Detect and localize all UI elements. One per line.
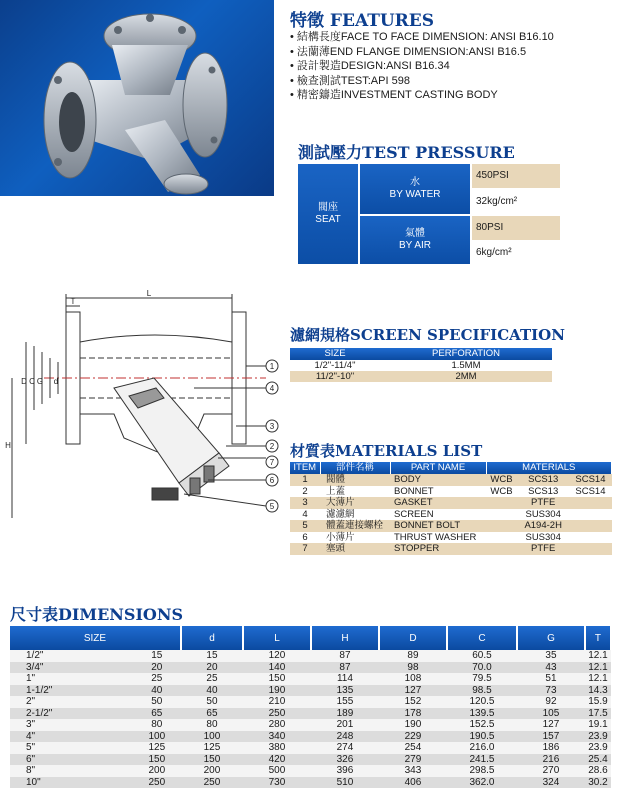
table-cell: 80 [133,719,181,731]
table-row [10,765,611,777]
table-cell: 28.6 [585,765,611,777]
table-cell: 380 [243,742,311,754]
table-cell: 87 [311,650,379,662]
screen-spec-title: 濾網規格SCREEN SPECIFICATION [290,326,565,344]
table-cell: 60.5 [447,650,517,662]
table-row [10,719,611,731]
table-row [10,650,611,662]
table-cell: 190.5 [447,731,517,743]
table-cell: 92 [517,696,585,708]
dim-C-label: C [29,377,35,386]
table-cell: 23.9 [585,731,611,743]
table-cell: 98.5 [447,685,517,697]
table-cell: 12.1 [585,662,611,674]
dim-D-label: D [21,377,27,386]
table-cell: PTFE [517,543,569,555]
table-cell [569,520,611,532]
table-cell [486,543,517,555]
table-cell: 3/4" [10,662,133,674]
test-pressure-table [298,164,560,264]
dim-G-label: G [36,377,44,386]
water-en: BY WATER [389,189,441,200]
table-cell: SCS14 [575,485,606,497]
table-cell: 396 [311,765,379,777]
table-cell: 150 [243,673,311,685]
table-row [10,685,611,697]
table-row [10,742,611,754]
dimensions-title: 尺寸表DIMENSIONS [10,605,184,624]
feature-item: • 結構長度FACE TO FACE DIMENSION: ANSI B16.10 [290,30,554,45]
table-cell: 17.5 [585,708,611,720]
seat-en: SEAT [315,214,341,225]
column-header: T [585,626,611,650]
table-cell: 216.0 [447,742,517,754]
table-cell: 100 [181,731,243,743]
table-cell: 279 [379,754,447,766]
column-header: G [517,626,585,650]
table-cell: 200 [133,765,181,777]
table-cell: 730 [243,777,311,789]
table-cell: 15 [181,650,243,662]
feature-item: • 精密鑄造INVESTMENT CASTING BODY [290,88,554,103]
table-cell: 5 [290,520,320,532]
table-cell: 2" [10,696,133,708]
table-cell: THRUST WASHER [394,531,477,543]
table-cell: WCB [486,474,517,486]
table-cell: 105 [517,708,585,720]
table-cell: 420 [243,754,311,766]
table-cell: 190 [379,719,447,731]
air-psi: 80PSI [472,216,560,240]
dim-H-label: H [5,441,11,450]
table-cell: 114 [311,673,379,685]
table-cell: 6 [302,531,308,543]
test-pressure-title: 測試壓力TEST PRESSURE [298,143,515,162]
table-cell: 210 [243,696,311,708]
table-row [290,532,612,544]
table-cell: 1.5MM [380,360,552,371]
table-row [10,731,611,743]
table-cell: 20 [181,662,243,674]
table-cell: 65 [181,708,243,720]
column-header: H [311,626,379,650]
features-title: 特徵 FEATURES [290,11,435,31]
table-cell: 15.9 [585,696,611,708]
table-cell: 50 [181,696,243,708]
table-cell: 152.5 [447,719,517,731]
column-header: 部件名稱 [320,462,390,474]
table-cell: 20 [133,662,181,674]
table-cell: SCS13 [517,474,569,486]
table-cell: 190 [243,685,311,697]
callout-5: 5 [269,502,275,511]
table-cell: 152 [379,696,447,708]
table-cell [486,509,517,521]
table-cell: 229 [379,731,447,743]
table-cell: 500 [243,765,311,777]
table-cell: 270 [517,765,585,777]
dim-L-label: L [146,289,152,298]
table-cell: 186 [517,742,585,754]
column-header: ITEM [290,462,320,474]
table-cell: 155 [311,696,379,708]
table-cell: 73 [517,685,585,697]
callout-2: 2 [269,442,275,451]
table-cell: GASKET [390,497,486,509]
callout-6: 6 [269,476,275,485]
table-cell: 139.5 [447,708,517,720]
column-header: SIZE [10,626,181,650]
water-kg: 32kg/cm² [476,196,518,207]
table-cell: 274 [311,742,379,754]
table-cell: 324 [517,777,585,789]
table-cell: 2 [302,485,308,497]
table-cell: 濾濾網 [326,508,355,520]
table-cell [569,532,611,544]
table-cell: 201 [311,719,379,731]
table-cell: 30.2 [585,777,611,789]
table-cell: 12.1 [585,650,611,662]
table-cell: 5" [10,742,133,754]
table-cell [486,497,517,509]
table-cell: 25.4 [585,754,611,766]
table-cell: 小薄片 [326,531,355,543]
feature-item: • 設計製造DESIGN:ANSI B16.34 [290,59,554,74]
table-cell: STOPPER [390,543,486,555]
table-row [290,486,612,498]
table-row [10,708,611,720]
column-header: d [181,626,243,650]
table-cell: WCB [490,485,513,497]
table-cell: 25 [133,673,181,685]
water-cell [360,164,470,214]
table-cell: 250 [243,708,311,720]
table-cell: 4" [10,731,133,743]
table-cell: 326 [311,754,379,766]
table-cell: 1 [290,474,320,486]
table-cell [569,497,611,509]
table-cell: 298.5 [447,765,517,777]
table-cell: 79.5 [447,673,517,685]
callout-3: 3 [269,422,275,431]
table-cell: 108 [379,673,447,685]
table-cell: 70.0 [447,662,517,674]
table-cell: 125 [181,742,243,754]
table-row [10,673,611,685]
dim-T-label: T [70,297,76,306]
table-cell [569,543,611,555]
table-cell [486,520,517,532]
table-cell: 135 [311,685,379,697]
feature-item: • 檢查測試TEST:API 598 [290,74,554,89]
table-cell: 50 [133,696,181,708]
table-cell: 2-1/2" [10,708,133,720]
table-row [290,543,612,555]
table-cell: 10" [10,777,133,789]
air-cell [360,216,470,264]
table-cell: 1/2"-11/4" [290,360,380,371]
table-cell: 2MM [380,371,552,382]
table-cell: 43 [517,662,585,674]
table-cell: 1/2" [10,650,133,662]
table-cell: 250 [133,777,181,789]
table-row [10,777,611,789]
column-header: PART NAME [390,462,486,474]
feature-item: • 法蘭薄END FLANGE DIMENSION:ANSI B16.5 [290,45,554,60]
table-cell: SCS14 [569,474,611,486]
water-zh: 水 [410,177,420,188]
table-cell: 40 [133,685,181,697]
table-cell: 510 [311,777,379,789]
table-cell: 178 [379,708,447,720]
cross-section-drawing [4,288,290,538]
table-cell: 280 [243,719,311,731]
callout-4: 4 [269,384,275,393]
seat-zh: 閥座 [318,202,338,213]
product-photo [0,0,274,196]
table-cell: 120.5 [447,696,517,708]
table-cell: 250 [181,777,243,789]
table-cell: 140 [243,662,311,674]
table-cell: 254 [379,742,447,754]
table-cell [486,532,517,544]
table-cell: 98 [379,662,447,674]
table-cell: 閥體 [320,474,390,486]
table-cell [569,509,611,521]
table-cell: 25 [181,673,243,685]
table-cell: 248 [311,731,379,743]
water-psi: 450PSI [472,164,560,188]
table-cell: 125 [133,742,181,754]
column-header: PERFORATION [380,348,552,360]
table-cell: 體蓋連接螺栓 [320,520,390,532]
table-cell: 51 [517,673,585,685]
column-header: SIZE [290,348,380,360]
dim-d-label: d [53,377,59,386]
table-row [10,696,611,708]
table-cell: BONNET BOLT [390,520,486,532]
table-cell: 120 [243,650,311,662]
table-cell: 157 [517,731,585,743]
materials-table [290,462,612,555]
air-zh: 氣體 [405,228,425,239]
table-cell: 40 [181,685,243,697]
table-cell: 189 [311,708,379,720]
table-cell: 12.1 [585,673,611,685]
table-cell: 343 [379,765,447,777]
table-cell: SCS13 [528,485,559,497]
table-cell: 340 [243,731,311,743]
screen-spec-table [290,348,552,382]
table-cell: 127 [379,685,447,697]
table-cell: 216 [517,754,585,766]
table-cell: 塞頭 [320,543,390,555]
table-cell: 127 [517,719,585,731]
column-header: D [379,626,447,650]
table-cell: A194-2H [517,520,569,532]
table-cell: 4 [302,508,308,520]
callout-7: 7 [269,458,275,467]
table-cell: 7 [290,543,320,555]
table-cell: 406 [379,777,447,789]
table-row [290,520,612,532]
table-cell: 23.9 [585,742,611,754]
table-cell: PTFE [517,497,569,509]
table-cell: 150 [133,754,181,766]
column-header: C [447,626,517,650]
table-cell: 100 [133,731,181,743]
table-cell: 87 [311,662,379,674]
table-cell: 35 [517,650,585,662]
table-cell: 11/2"-10" [290,371,380,382]
table-cell: 19.1 [585,719,611,731]
dimensions-table [10,626,612,788]
table-cell: SCREEN [394,508,434,520]
table-row [290,371,552,382]
air-kg: 6kg/cm² [476,247,512,258]
table-cell: BONNET [394,485,434,497]
table-cell: BODY [390,474,486,486]
table-row [10,754,611,766]
table-cell: 6" [10,754,133,766]
table-cell: 8" [10,765,133,777]
air-en: BY AIR [398,240,432,251]
seat-cell [298,164,358,264]
callout-1: 1 [269,362,275,371]
table-cell: 15 [133,650,181,662]
features-list [290,30,554,103]
materials-title: 材質表MATERIALS LIST [290,442,483,460]
table-cell: 3 [290,497,320,509]
table-cell: 3" [10,719,133,731]
column-header: L [243,626,311,650]
table-row [290,360,552,371]
table-row [290,474,612,486]
table-row [290,497,612,509]
table-cell: 14.3 [585,685,611,697]
table-cell: SUS304 [525,531,561,543]
table-cell: 65 [133,708,181,720]
table-cell: 80 [181,719,243,731]
table-cell: 大薄片 [320,497,390,509]
table-cell: 150 [181,754,243,766]
table-cell: 241.5 [447,754,517,766]
table-cell: SUS304 [525,508,561,520]
table-cell: 1" [10,673,133,685]
table-row [290,509,612,521]
table-cell: 1-1/2" [10,685,133,697]
table-cell: 362.0 [447,777,517,789]
table-row [10,662,611,674]
table-cell: 89 [379,650,447,662]
table-cell: 200 [181,765,243,777]
column-header: MATERIALS [486,462,612,474]
table-cell: 上蓋 [326,485,346,497]
